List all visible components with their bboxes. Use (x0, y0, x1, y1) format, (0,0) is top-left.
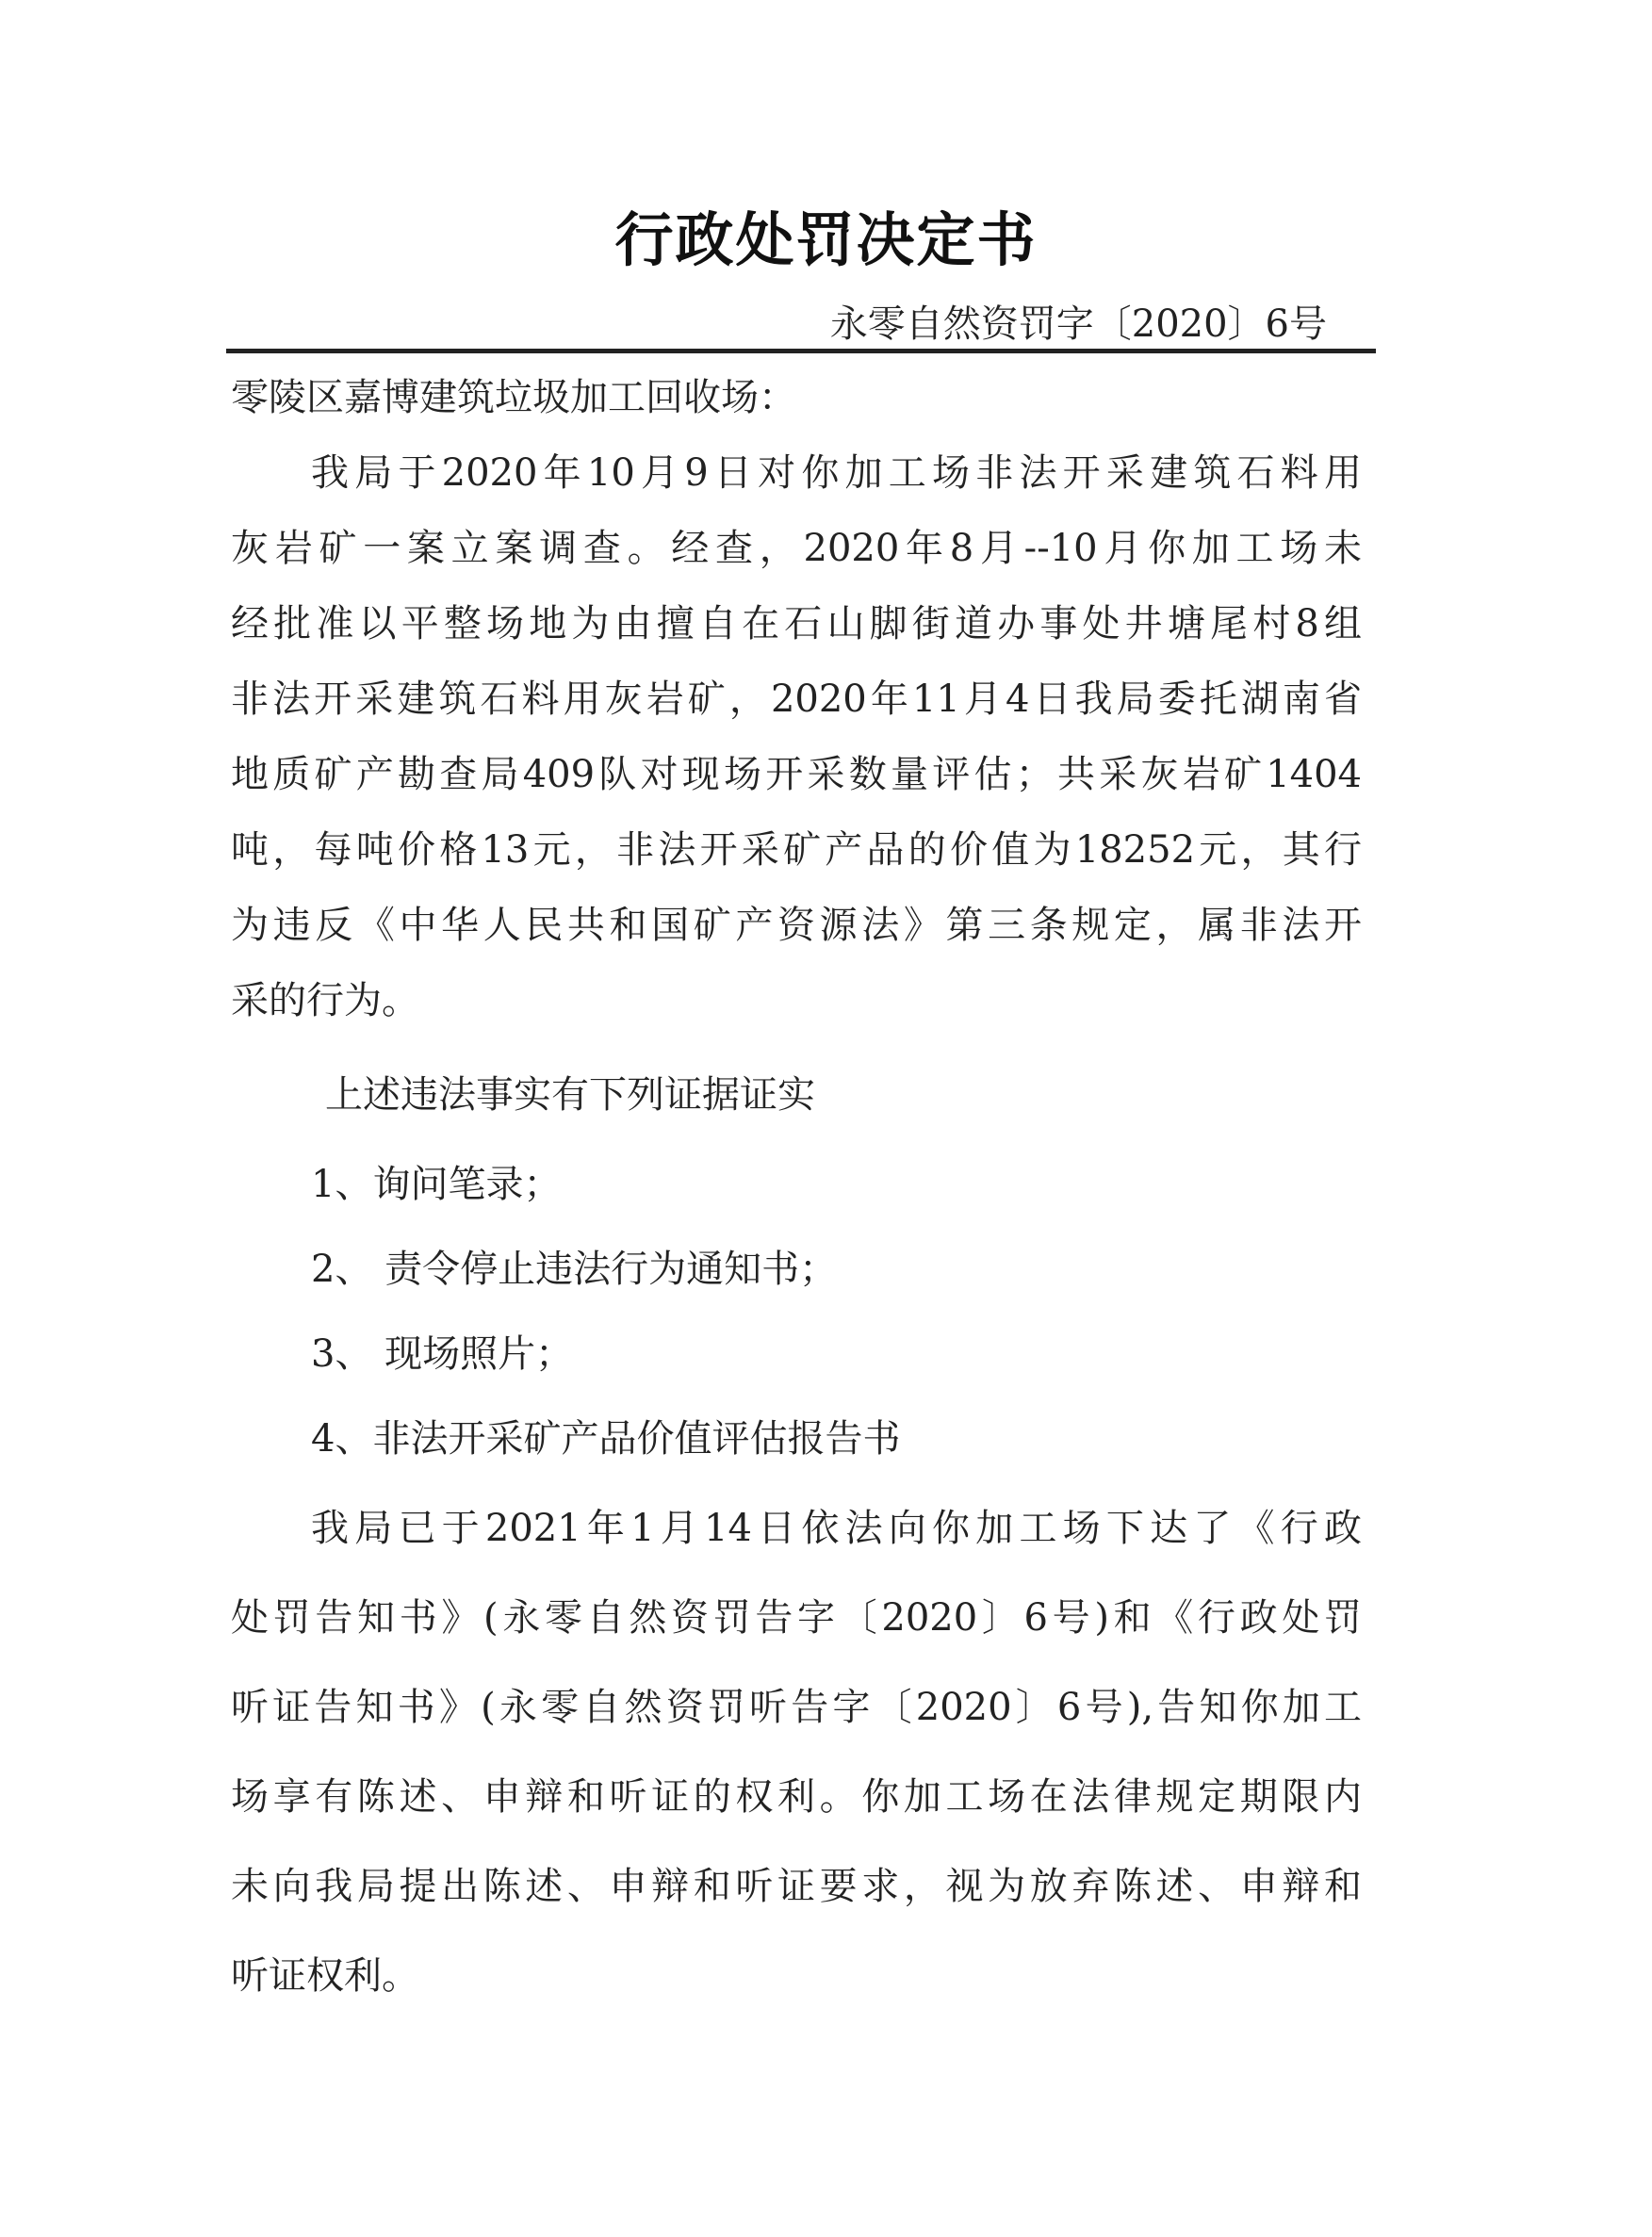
paragraph1-line: 灰岩矿一案立案调查。经查，2020年8月--10月你加工场未 (231, 527, 1362, 570)
document-number: 永零自然资罚字〔2020〕6号 (829, 302, 1327, 346)
document-title: 行政处罚决定书 (614, 205, 1038, 274)
paragraph2-line: 听证告知书》(永零自然资罚听告字〔2020〕6号),告知你加工 (231, 1686, 1362, 1729)
paragraph1-line: 为违反《中华人民共和国矿产资源法》第三条规定，属非法开 (231, 904, 1362, 947)
evidence-item: 2、 责令停止违法行为通知书； (311, 1248, 838, 1291)
evidence-intro: 上述违法事实有下列证据证实 (325, 1073, 815, 1117)
evidence-item: 4、非法开采矿产品价值评估报告书 (311, 1417, 901, 1461)
paragraph2-line: 听证权利。 (231, 1954, 419, 1998)
paragraph2-line: 我局已于2021年1月14日依法向你加工场下达了《行政 (311, 1507, 1362, 1550)
paragraph1-line: 经批准以平整场地为由擅自在石山脚街道办事处井塘尾村8组 (231, 602, 1362, 645)
evidence-item: 3、 现场照片； (311, 1332, 574, 1376)
paragraph2-line: 场享有陈述、申辩和听证的权利。你加工场在法律规定期限内 (231, 1775, 1362, 1819)
paragraph1-line: 采的行为。 (231, 979, 419, 1022)
recipient-line: 零陵区嘉博建筑垃圾加工回收场： (231, 376, 796, 419)
paragraph2-line: 处罚告知书》(永零自然资罚告字〔2020〕6号)和《行政处罚 (231, 1596, 1362, 1640)
header-rule (226, 349, 1376, 353)
paragraph1-line: 非法开采建筑石料用灰岩矿，2020年11月4日我局委托湖南省 (231, 678, 1362, 721)
paragraph1-line: 吨，每吨价格13元，非法开采矿产品的价值为18252元，其行 (231, 828, 1362, 872)
evidence-item: 1、询问笔录； (311, 1163, 562, 1206)
paragraph1-line: 地质矿产勘查局409队对现场开采数量评估；共采灰岩矿1404 (231, 753, 1362, 796)
paragraph2-line: 未向我局提出陈述、申辩和听证要求，视为放弃陈述、申辩和 (231, 1865, 1362, 1908)
paragraph1-line: 我局于2020年10月9日对你加工场非法开采建筑石料用 (311, 451, 1362, 495)
